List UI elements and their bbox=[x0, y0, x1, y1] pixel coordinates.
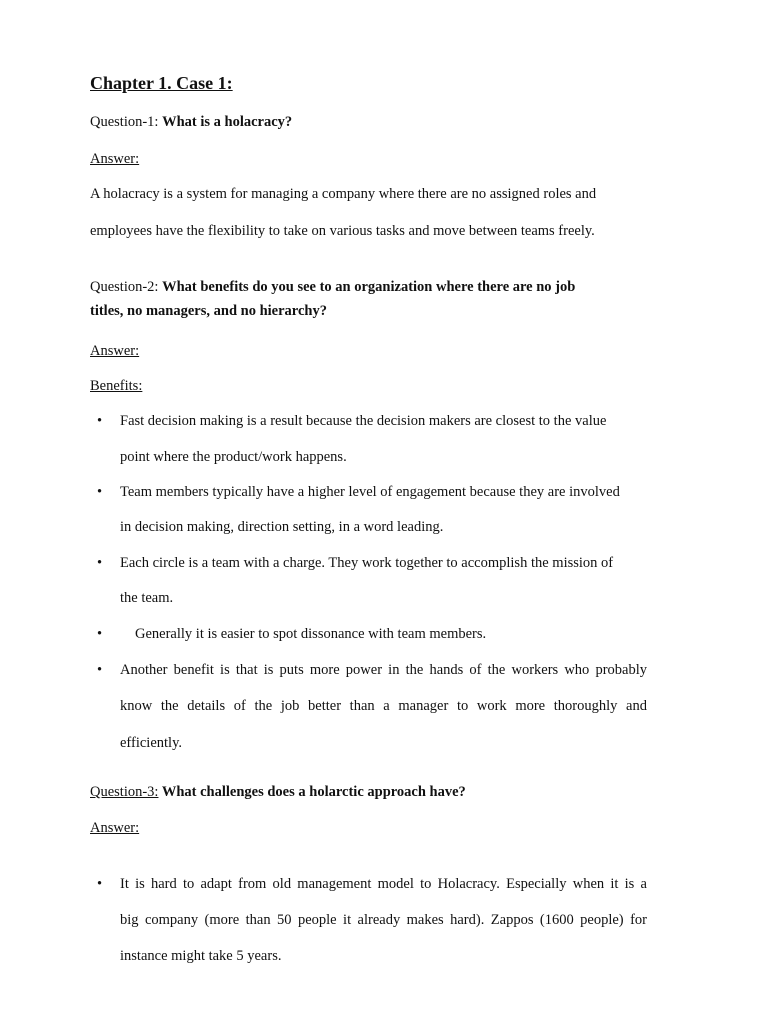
question-2 bbox=[90, 278, 575, 296]
answer-1-line: A holacracy is a system for managing a company where there are no assigned roles and bbox=[90, 186, 597, 202]
benefit-item-line: Team members typically have a higher level of engagement because they are involved bbox=[120, 484, 620, 500]
benefit-item-line: know the details of the job better than a manager to work more thoroughly and bbox=[120, 698, 647, 714]
bullet-icon: • bbox=[97, 662, 103, 678]
benefit-item-line: Generally it is easier to spot dissonance with team members. bbox=[135, 626, 487, 642]
bullet-icon: • bbox=[97, 484, 103, 500]
challenge-item-line: It is hard to adapt from old management model to Holacracy. Especially when it is a bbox=[120, 876, 647, 892]
benefit-item-line: Each circle is a team with a charge. They work together to accomplish the mission of bbox=[120, 555, 614, 571]
benefit-item-line: point where the product/work happens. bbox=[120, 449, 347, 465]
benefit-item-line: efficiently. bbox=[120, 735, 183, 751]
question-1-prefix: Question-1: bbox=[90, 114, 163, 130]
question-2-prefix: Question-2: bbox=[90, 279, 163, 295]
benefit-item-line: Fast decision making is a result because the decision makers are closest to the value bbox=[120, 413, 607, 429]
challenge-item-line: instance might take 5 years. bbox=[120, 948, 282, 964]
question-1 bbox=[90, 113, 292, 131]
bullet-icon: • bbox=[97, 626, 103, 642]
bullet-icon: • bbox=[97, 555, 103, 571]
challenge-item-line: big company (more than 50 people it already makes hard). Zappos (1600 people) for bbox=[120, 912, 647, 928]
benefit-item-line: the team. bbox=[120, 590, 174, 606]
answer-3-label: Answer: bbox=[90, 820, 140, 836]
benefit-item-line: in decision making, direction setting, in a word leading. bbox=[120, 519, 444, 535]
answer-1-line: employees have the flexibility to take on various tasks and move between teams freely. bbox=[90, 223, 595, 239]
question-2-text: What benefits do you see to an organization where there are no job bbox=[162, 279, 576, 295]
question-1-text: What is a holacracy? bbox=[162, 114, 293, 130]
chapter-title: Chapter 1. Case 1: bbox=[90, 73, 233, 93]
question-2-text-cont: titles, no managers, and no hierarchy? bbox=[90, 303, 327, 319]
bullet-icon: • bbox=[97, 876, 103, 892]
question-3-prefix: Question-3: bbox=[90, 784, 159, 800]
benefit-item-line: Another benefit is that is puts more power in the hands of the workers who probably bbox=[120, 662, 647, 678]
answer-2-label: Answer: bbox=[90, 343, 140, 359]
question-3-text: What challenges does a holarctic approach have? bbox=[158, 784, 466, 800]
benefits-label: Benefits: bbox=[90, 378, 143, 394]
question-3 bbox=[90, 783, 466, 801]
answer-1-label: Answer: bbox=[90, 151, 140, 167]
bullet-icon: • bbox=[97, 413, 103, 429]
